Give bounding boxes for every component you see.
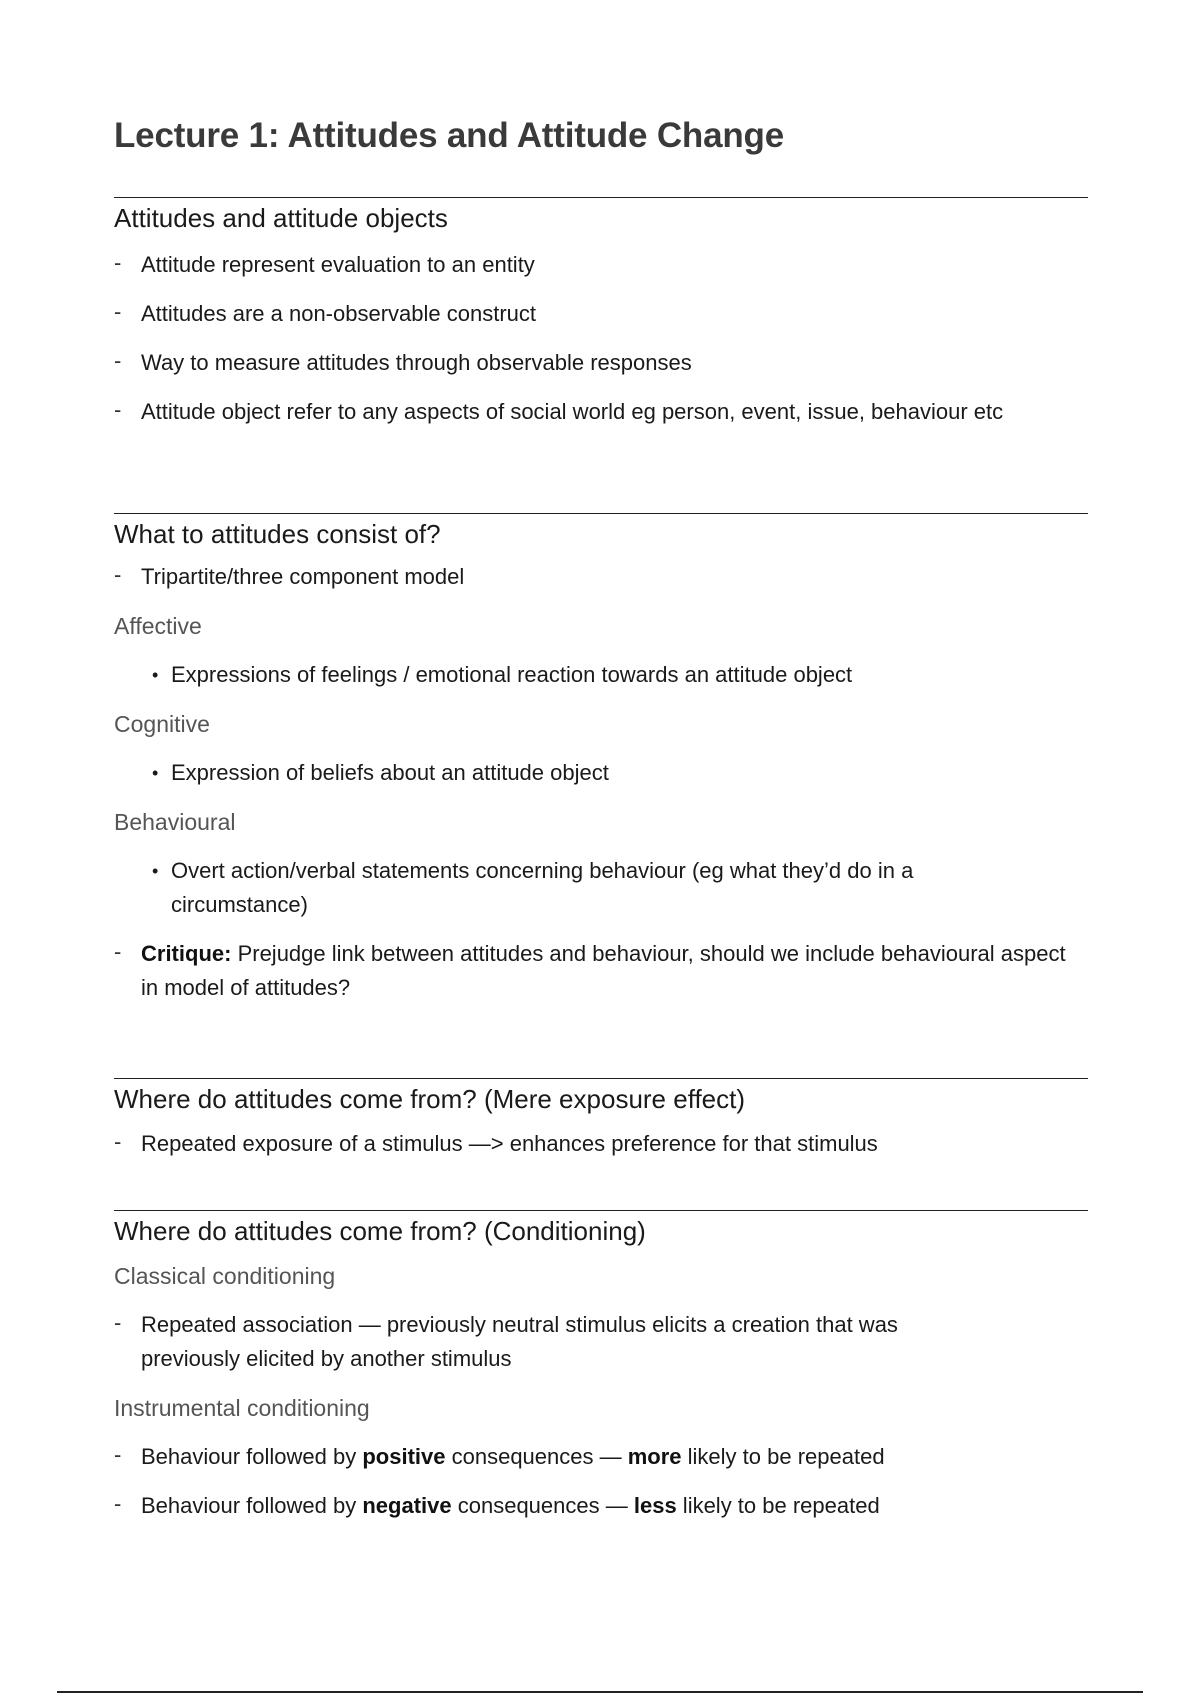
list-item: - Repeated association — previously neutral stimulus elicits a creation that was previously elicited by another stimulus: [114, 1308, 1088, 1376]
critique-item: [114, 937, 1088, 1005]
section-heading: Attitudes and attitude objects: [114, 203, 448, 233]
list-item: - Attitudes are a non-observable construct: [114, 297, 1088, 331]
critique-text: Prejudge link between attitudes and behaviour, should we include behavioural aspect in model of attitudes?: [141, 941, 1066, 1000]
list-item-negative: [114, 1489, 1088, 1523]
list-item: - Attitude represent evaluation to an entity: [114, 248, 1088, 282]
section-heading: Where do attitudes come from? (Conditioning): [114, 1216, 646, 1246]
text-run: Behaviour followed by: [141, 1493, 363, 1518]
section-mere-exposure: [114, 1078, 1088, 1176]
text-bold: less: [633, 1493, 677, 1518]
section-attitude-components: [114, 513, 1088, 1020]
subheading-classical: Classical conditioning: [114, 1263, 336, 1289]
subheading-behavioural: Behavioural: [114, 809, 236, 835]
page-title: Lecture 1: Attitudes and Attitude Change: [114, 116, 784, 155]
bullet-item: • Expression of beliefs about an attitude object: [114, 756, 1088, 790]
section-conditioning: [114, 1210, 1088, 1538]
text-bold: positive: [362, 1444, 446, 1469]
text-run: consequences —: [445, 1444, 628, 1469]
text-bold: negative: [362, 1493, 452, 1518]
list-item: - Tripartite/three component model: [114, 560, 1088, 594]
subheading-instrumental: Instrumental conditioning: [114, 1395, 370, 1421]
subheading-cognitive: Cognitive: [114, 711, 210, 737]
bullet-item: • Overt action/verbal statements concerning behaviour (eg what they’d do in a circumstance): [114, 854, 1088, 922]
list-item: - Attitude object refer to any aspects of social world eg person, event, issue, behaviour etc: [114, 395, 1088, 429]
section-attitudes-objects: [114, 197, 1088, 444]
section-heading: What to attitudes consist of?: [114, 519, 441, 549]
text-bold: more: [627, 1444, 682, 1469]
list-item: - Way to measure attitudes through observable responses: [114, 346, 1088, 380]
subheading-affective: Affective: [114, 613, 202, 639]
text-run: likely to be repeated: [676, 1493, 880, 1518]
section-heading: Where do attitudes come from? (Mere exposure effect): [114, 1084, 746, 1114]
text-run: likely to be repeated: [681, 1444, 885, 1469]
text-run: consequences —: [451, 1493, 634, 1518]
list-item-positive: [114, 1440, 1088, 1474]
footer-divider: [57, 1691, 1143, 1693]
critique-label: Critique:: [141, 941, 232, 966]
text-run: Behaviour followed by: [141, 1444, 363, 1469]
bullet-item: • Expressions of feelings / emotional reaction towards an attitude object: [114, 658, 1088, 692]
list-item: - Repeated exposure of a stimulus —> enhances preference for that stimulus: [114, 1127, 1088, 1161]
